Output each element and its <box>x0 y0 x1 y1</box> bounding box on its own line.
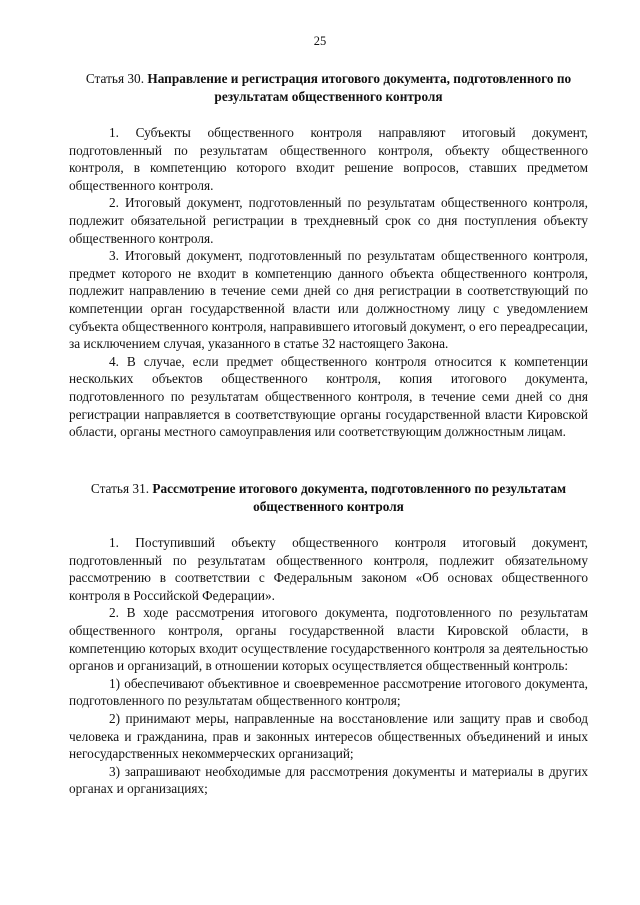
article-31 <box>69 480 588 798</box>
article-31-body <box>69 534 588 798</box>
article-30-number: Статья 30. <box>85 71 145 86</box>
article-30-body <box>69 124 588 441</box>
article-30 <box>69 70 588 441</box>
article-31-title: Рассмотрение итогового документа, подготовленного по результатам общественного контроля <box>152 481 567 514</box>
article-31-paragraph-2: 2. В ходе рассмотрения итогового документа, подготовленного по результатам общественного контроля, органы государственной власти Кировской области, в компетенцию которых входит осуществление государственного контроля за деятельностью органов и организаций, в отношении которых осуществляется общественный контроль: <box>69 605 588 674</box>
article-31-number: Статья 31. <box>90 481 150 496</box>
page-number: 25 <box>313 34 327 48</box>
article-30-title: Направление и регистрация итогового документа, подготовленного по результатам общественного контроля <box>147 71 572 104</box>
article-31-item-3: 3) запрашивают необходимые для рассмотрения документы и материалы в других органах и организациях; <box>69 763 588 797</box>
article-30-paragraph-2: 2. Итоговый документ, подготовленный по результатам общественного контроля, подлежит обязательной регистрации в трехдневный срок со дня поступления объекту общественного контроля. <box>69 195 588 246</box>
article-30-paragraph-1: 1. Субъекты общественного контроля направляют итоговый документ, подготовленный по результатам общественного контроля, объекту общественного контроля, в компетенцию которого входит решение вопросов, ставших предметом общественного контроля. <box>69 125 588 193</box>
article-31-item-2: 2) принимают меры, направленные на восстановление или защиту прав и свобод человека и гражданина, прав и законных интересов общественных объединений и иных негосударственных некоммерческих организаций; <box>69 710 588 762</box>
article-30-paragraph-4: 4. В случае, если предмет общественного контроля относится к компетенции нескольких объектов общественного контроля, копия итогового документа, подготовленного по результатам общественного контроля, в течение семи дней со дня регистрации направляется в соответствующие органы государственной власти Кировской области, органы местного самоуправления или соответствующим должностным лицам. <box>69 353 588 440</box>
article-31-heading <box>69 480 588 516</box>
article-30-heading <box>69 70 588 106</box>
article-30-paragraph-3: 3. Итоговый документ, подготовленный по результатам общественного контроля, предмет которого не входит в компетенцию данного объекта общественного контроля, подлежит направлению в течение семи дней со дня регистрации в соответствующий по компетенции орган государственной власти или должностному лицу с уведомлением субъекта общественного контроля, направившего итоговый документ, о его переадресации, за исключением случая, указанного в статье 32 настоящего Закона. <box>69 248 588 352</box>
article-31-item-1: 1) обеспечивают объективное и своевременное рассмотрение итогового документа, подготовленного по результатам общественного контроля; <box>69 675 588 709</box>
article-31-paragraph-1: 1. Поступивший объекту общественного контроля итоговый документ, подготовленный по результатам общественного контроля, подлежит обязательному рассмотрению в соответствии с Федеральным законом «Об основах общественного контроля в Российской Федерации». <box>69 535 588 603</box>
